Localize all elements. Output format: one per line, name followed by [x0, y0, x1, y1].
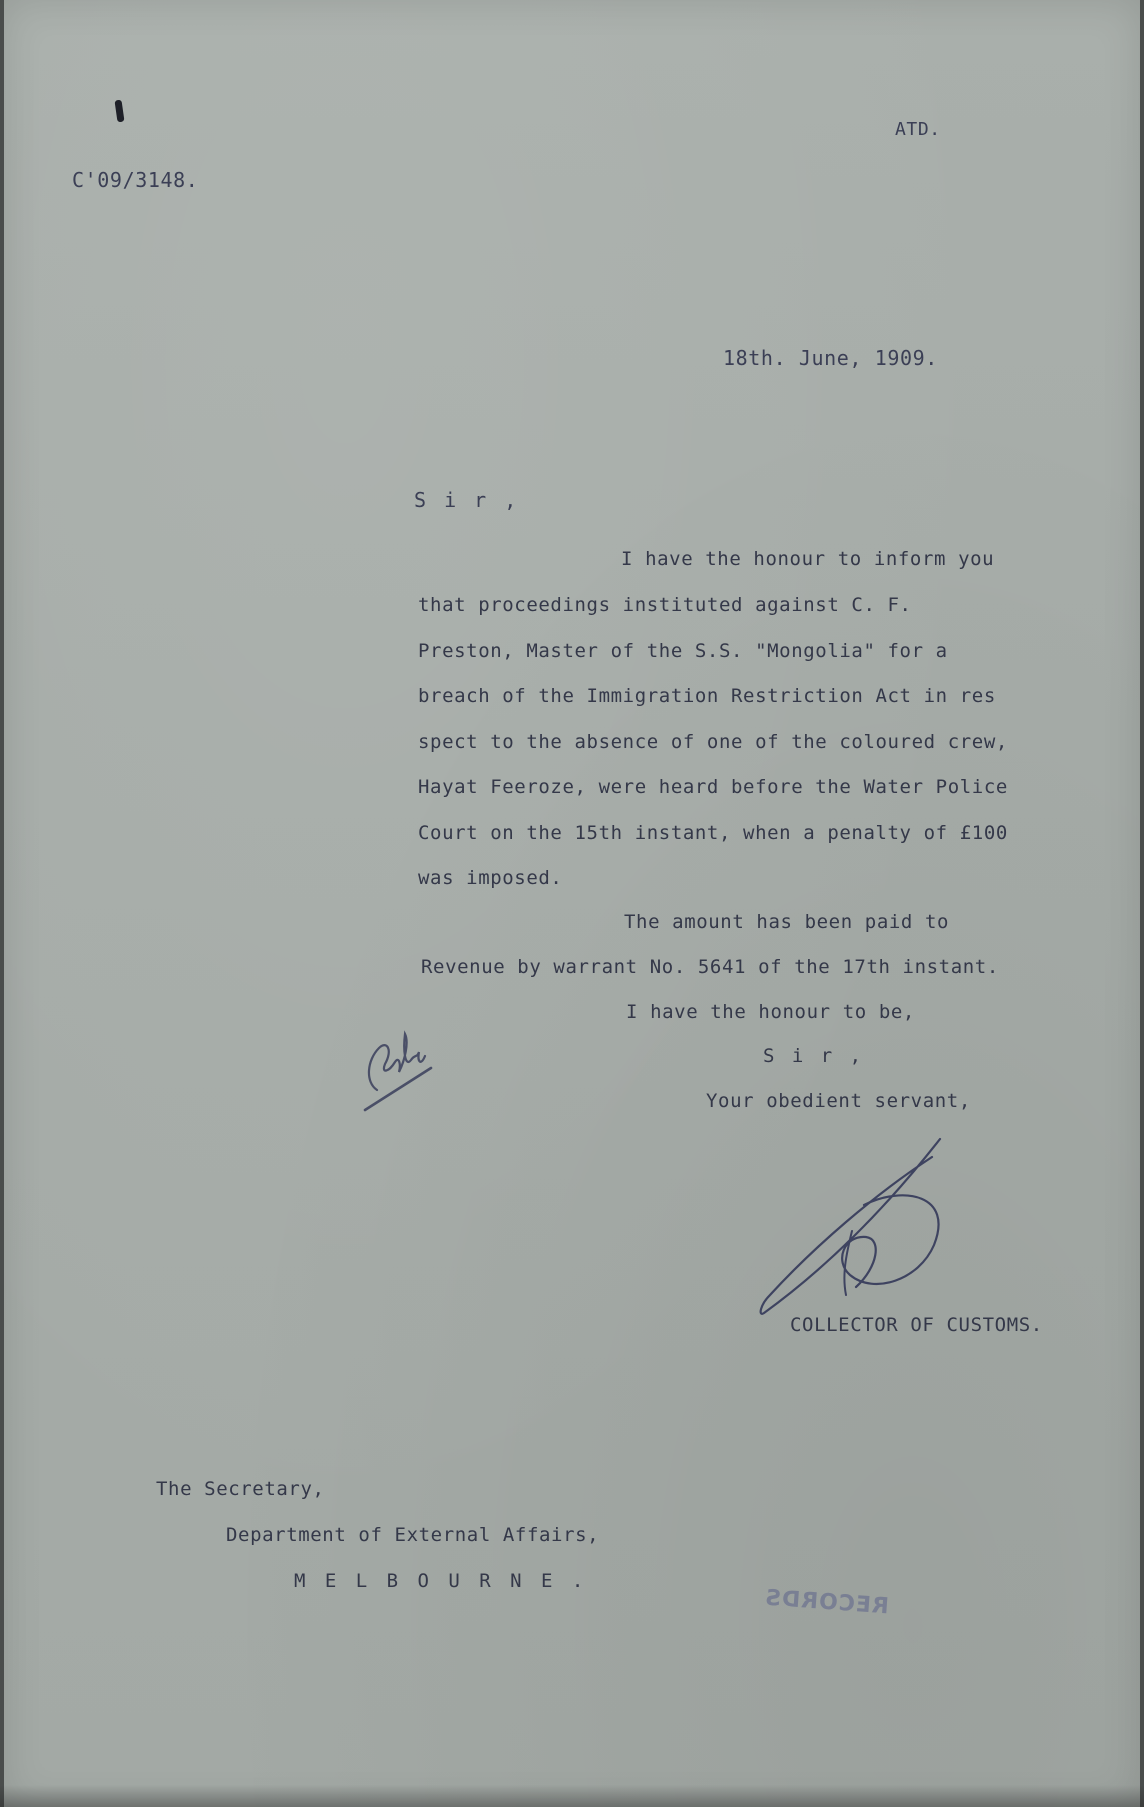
collector-signature: [754, 1135, 954, 1320]
body-line: that proceedings instituted against C. F.: [418, 594, 912, 616]
corner-annotation: ATD.: [895, 119, 941, 140]
reference-number: C'09/3148.: [72, 168, 199, 192]
letter-date: 18th. June, 1909.: [723, 346, 938, 370]
address-line: Department of External Affairs,: [226, 1524, 600, 1546]
body-line: Hayat Feeroze, were heard before the Water Police: [418, 776, 1008, 798]
body-line: Court on the 15th instant, when a penalty of £100: [418, 822, 1008, 844]
document-sheet: [4, 0, 1140, 1807]
signatory-title: COLLECTOR OF CUSTOMS.: [790, 1314, 1043, 1336]
closing-salutation: S i r ,: [763, 1045, 865, 1067]
body-line: breach of the Immigration Restriction Act in res: [418, 685, 996, 707]
page-bottom-edge: [0, 1785, 1144, 1807]
body-line: I have the honour to inform you: [621, 548, 995, 570]
closing-line: Your obedient servant,: [706, 1090, 971, 1112]
closing-line: I have the honour to be,: [626, 1001, 915, 1023]
body-line: The amount has been paid to: [624, 911, 950, 933]
records-stamp: RECORDS: [763, 1585, 890, 1620]
address-line: The Secretary,: [156, 1478, 325, 1500]
salutation: S i r ,: [414, 488, 520, 512]
address-city: M E L B O U R N E .: [294, 1570, 588, 1592]
body-line: spect to the absence of one of the coloured crew,: [418, 731, 1008, 753]
ink-blot: [115, 100, 125, 123]
body-line: Preston, Master of the S.S. "Mongolia" for a: [418, 640, 948, 662]
handwritten-initials: [359, 1020, 439, 1115]
body-line: was imposed.: [418, 867, 563, 889]
body-line: Revenue by warrant No. 5641 of the 17th instant.: [421, 956, 999, 978]
